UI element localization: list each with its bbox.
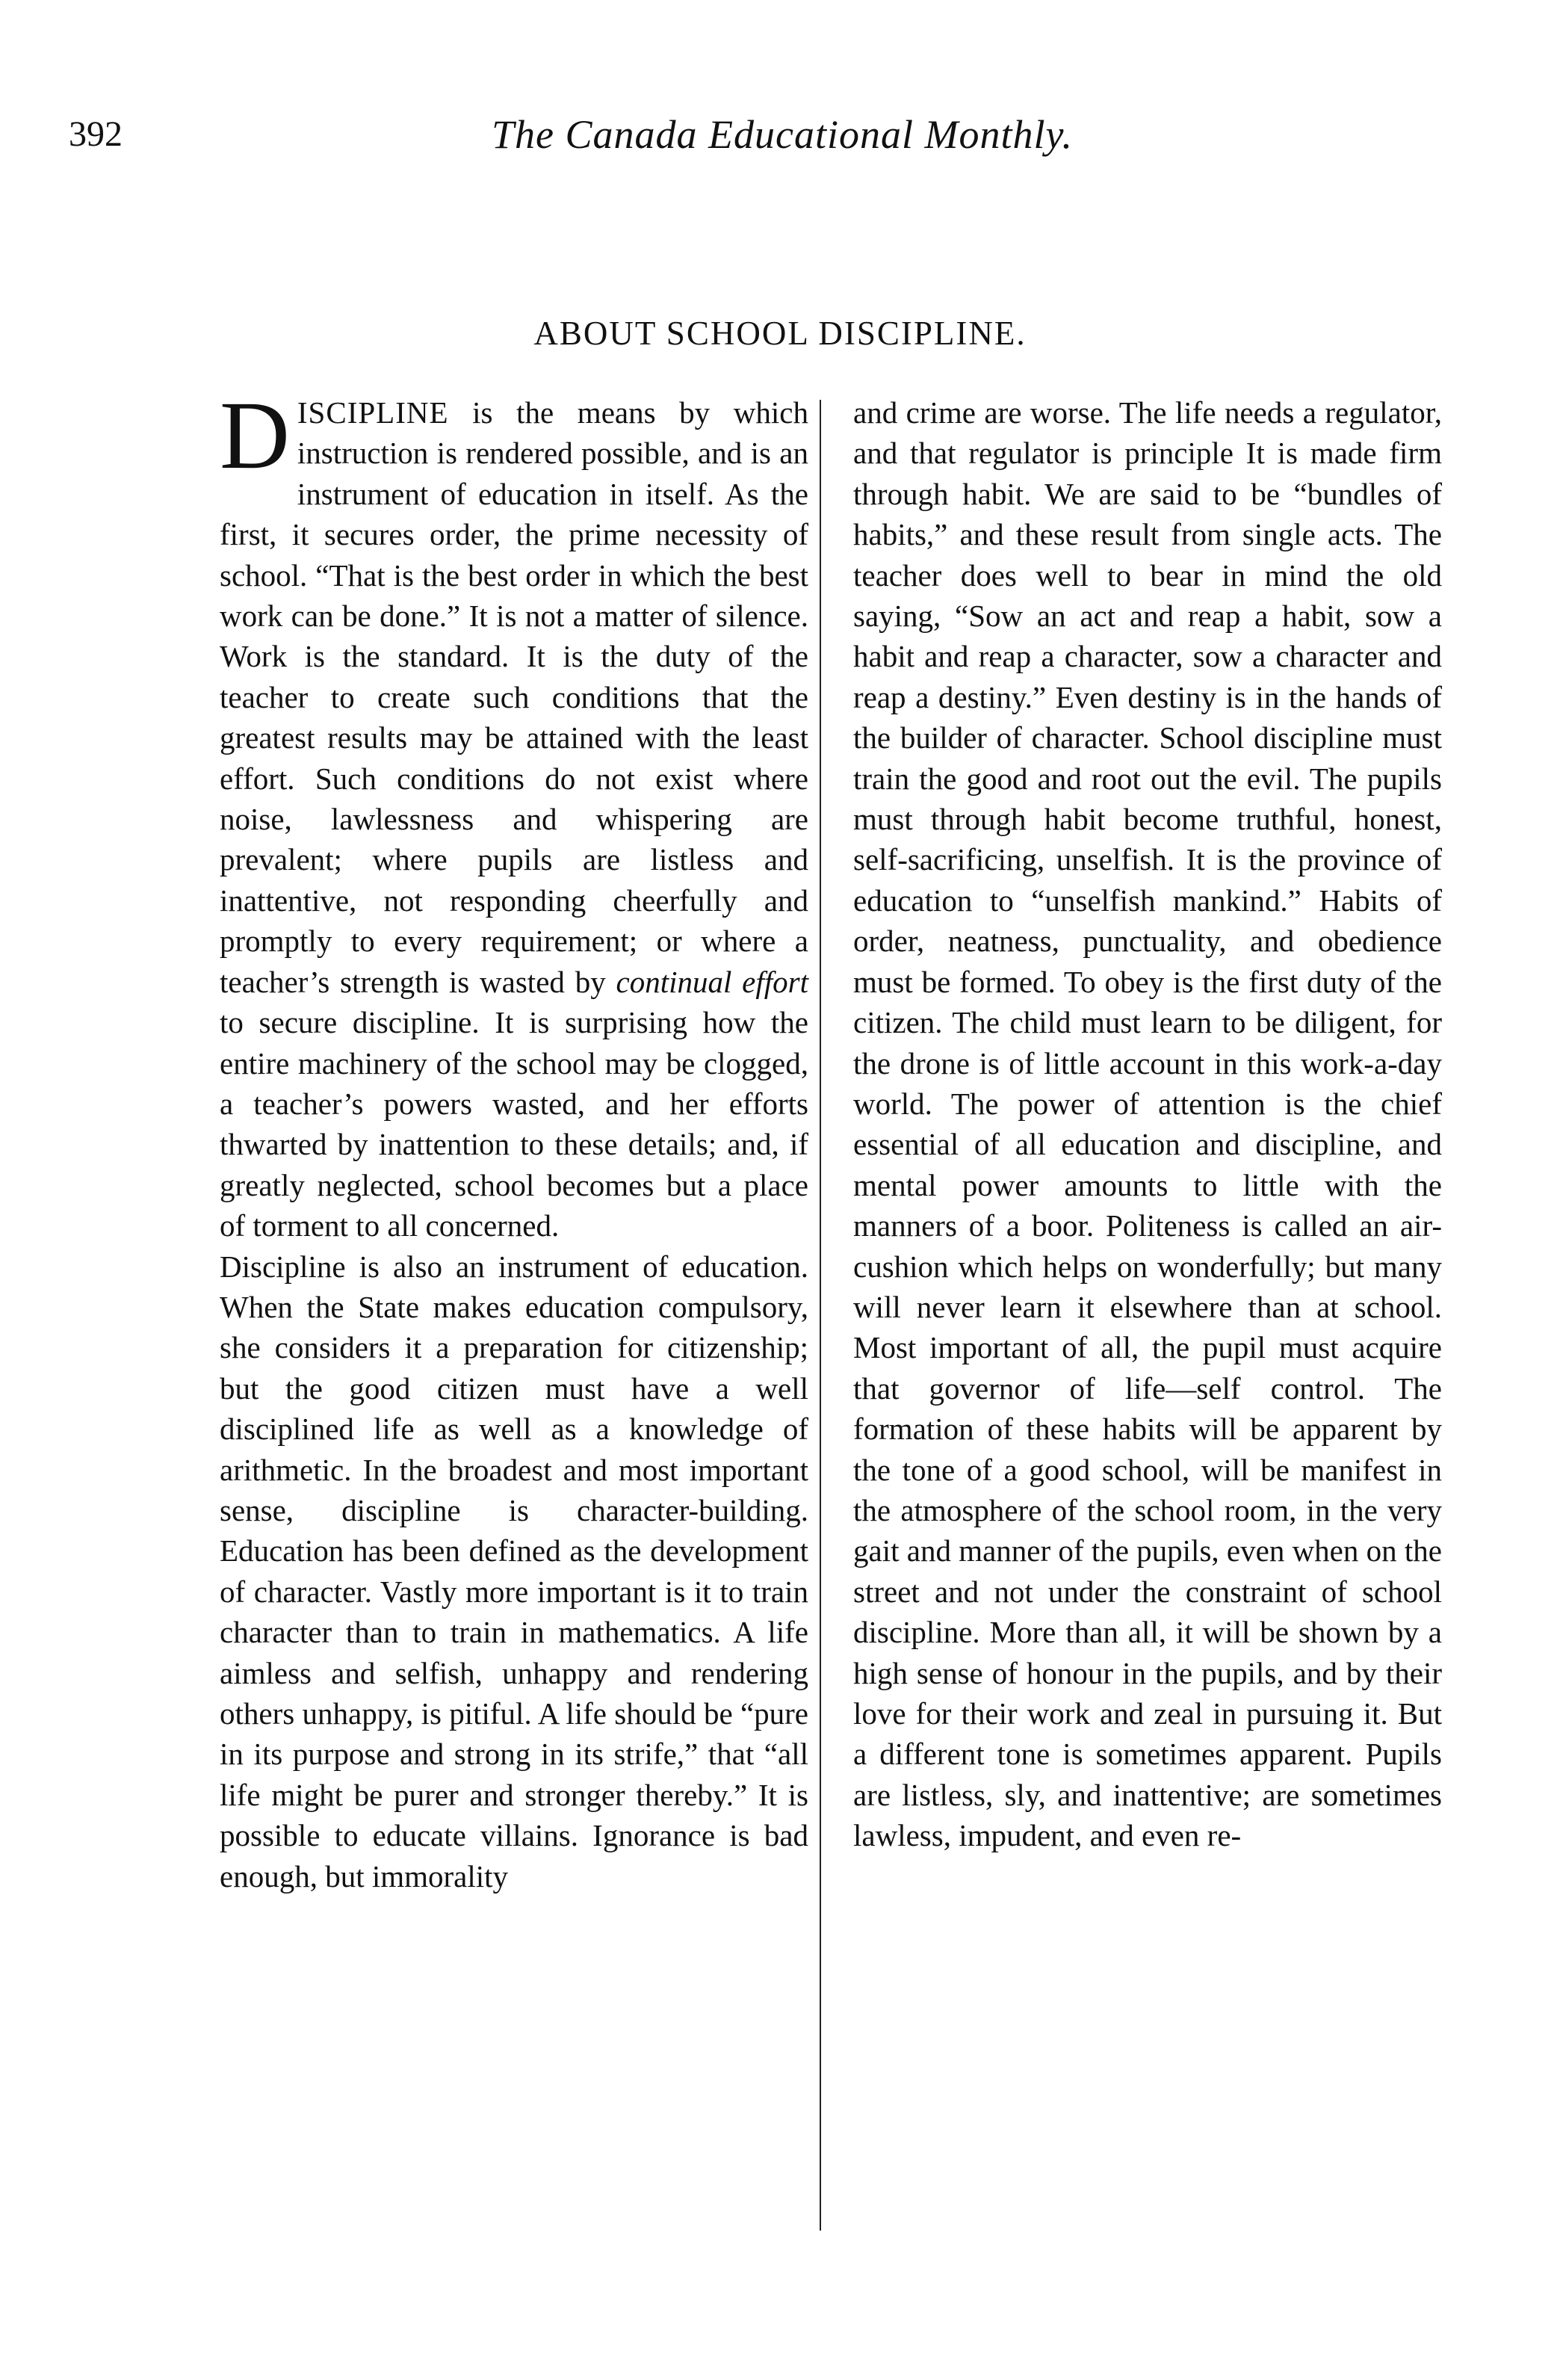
right-column: [853, 392, 1442, 1856]
paragraph-2: Discipline is also an instrument of education. When the State makes education compulsory, she considers it a preparation for citizenship; but the good citizen must have a well disciplined life as well as a knowledge of arithmetic. In the broadest and most important sense, discipline is character-building. Education has been defined as the development of character. Vastly more important is it to train character than to train in mathematics. A life aimless and selfish, unhappy and rendering others unhappy, is pitiful. A life should be “pure in its purpose and strong in its strife,” that “all life might be purer and stronger thereby.” It is possible to educate villains. Ignorance is bad enough, but immorality: [220, 1249, 808, 1894]
lead-word: ISCIPLINE: [297, 395, 449, 430]
paragraph-1: [220, 382, 808, 1246]
drop-cap: D: [220, 382, 290, 489]
article-title: ABOUT SCHOOL DISCIPLINE.: [533, 315, 1027, 352]
column-divider: [820, 400, 821, 2231]
emphasis-text: continual effort: [616, 964, 808, 999]
paragraph-3: and crime are worse. The life needs a regulator, and that regulator is principle It is made firm through habit. We are said to be “bundles of habits,” and these result from single acts. The teacher does well to bear in mind the old saying, “Sow an act and reap a habit, sow a habit and reap a character, sow a character and reap a destiny.” Even destiny is in the hands of the builder of character. School discipline must train the good and root out the evil. The pupils must through habit become truthful, honest, self-sacrificing, unselfish. It is the province of education to “unselfish mankind.” Habits of order, neatness, punctuality, and obedience must be formed. To obey is the first duty of the citizen. The child must learn to be diligent, for the drone is of little account in this work-a-day world. The power of attention is the chief essential of all education and discipline, and mental power amounts to little with the manners of a boor. Politeness is called an air-cushion which helps on wonderfully; but many will never learn it elsewhere than at school. Most important of all, the pupil must acquire that governor of life—self control. The formation of these habits will be apparent by the tone of a good school, will be manifest in the atmosphere of the school room, in the very gait and manner of the pupils, even when on the street and not under the constraint of school discipline. More than all, it will be shown by a high sense of honour in the pupils, and by their love for their work and zeal in pursuing it. But a different tone is sometimes apparent. Pupils are listless, sly, and inattentive; are sometimes lawless, impudent, and even re-: [853, 395, 1442, 1853]
paragraph-1-text-a: is the means by which instruction is rendered possible, and is an instrument of education in itself. As the first, it secures order, the prime necessity of school. “That is the best order in which the best work can be done.” It is not a matter of silence. Work is the standard. It is the duty of the teacher to create such conditions that the greatest results may be attained with the least effort. Such conditions do not exist where noise, lawlessness and whispering are prevalent; where pupils are listless and inattentive, not responding cheerfully and promptly to every requirement; or where a teacher’s strength is wasted by: [220, 395, 808, 999]
left-column: [220, 382, 808, 1897]
paragraph-1-text-b: to secure discipline. It is surprising how the entire machinery of the school may be clogged, a teacher’s powers wasted, and her efforts thwarted by inattention to these details; and, if greatly neglected, school becomes but a place of torment to all concerned.: [220, 1005, 808, 1243]
page-number: 392: [69, 114, 123, 154]
running-head: [69, 112, 1496, 172]
journal-title: The Canada Educational Monthly.: [492, 112, 1073, 157]
